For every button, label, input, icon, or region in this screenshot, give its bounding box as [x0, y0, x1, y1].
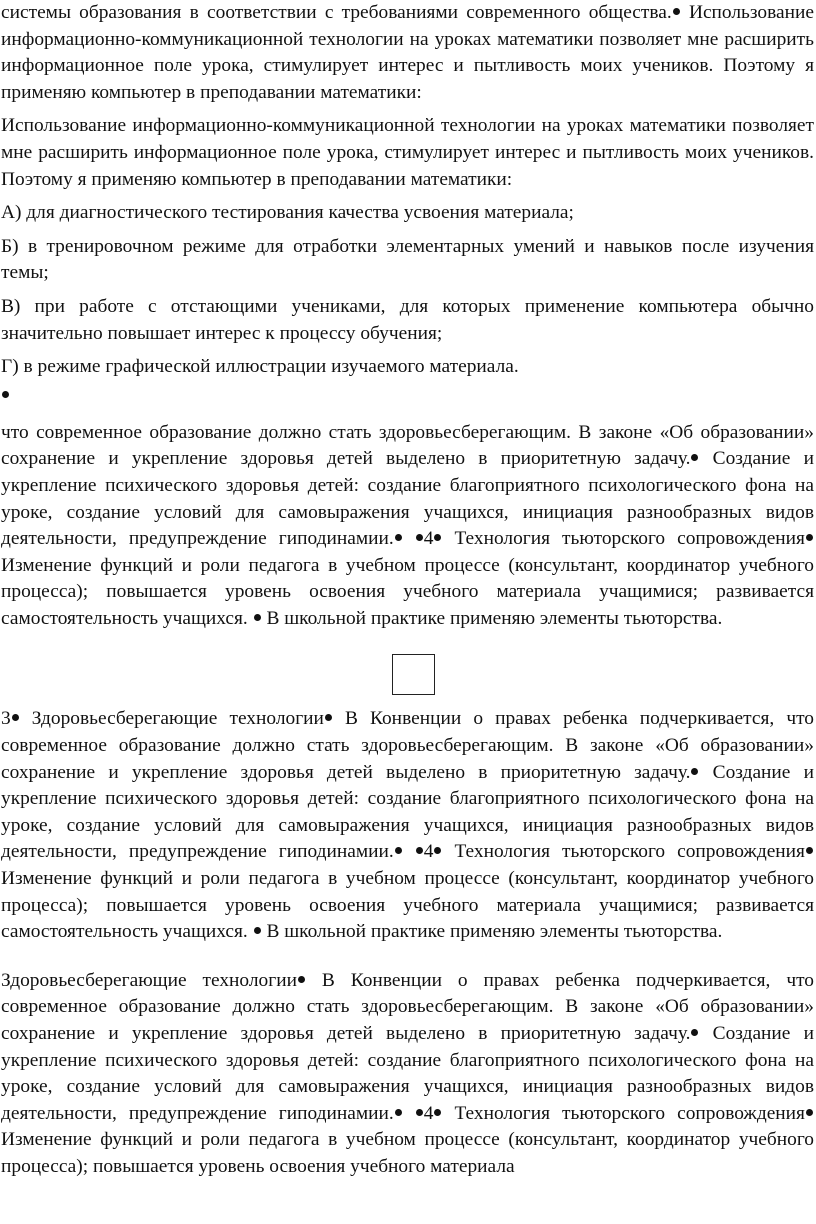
paragraph-5-part-a: Здоровьесберегающие технологии [1, 969, 297, 991]
paragraph-4-part-h: В школьной практике применяю элементы тьюторства. [261, 921, 723, 943]
empty-image-frame-row [0, 654, 816, 701]
paragraph-3-part-e: Изменение функций и роли педагога в учебном процессе (консультант, координатор учебного процесса); повышается уровень освоения учебного материала учащимися; развивается самостоятельность учащихся. [1, 554, 814, 629]
paragraph-1-part-b: Использование информационно-коммуникационной технологии на уроках математики позволяет мне расширить информационное поле урока, стимулирует интерес и пытливость моих учеников. Поэтому я применяю компьютер в преподавании математики: [1, 2, 814, 103]
paragraph-4-part-d: Создание и укрепление психического здоровья детей: создание благоприятного психологического фона на уроке, создание условий для самовыражения учащихся, инициация разнообразных видов деятельности, предупреждение гиподинамии. [1, 761, 814, 863]
list-item-c: В) при работе с отстающими учениками, для которых применение компьютера обычно значительно повышает интерес к процессу обучения; [1, 295, 814, 344]
bullet-dot-icon [325, 714, 332, 721]
bullet-dot-icon [12, 714, 19, 721]
paragraph-3-part-b: Создание и укрепление психического здоровья детей: создание благоприятного психологического фона на уроке, создание условий для самовыражения учащихся, инициация разнообразных видов деятельности, предупреждение гиподинамии. [1, 448, 814, 550]
paragraph-3-part-c: 4 [423, 528, 434, 550]
paragraph-5 [0, 968, 816, 1181]
bullet-dot-icon [416, 847, 423, 854]
paragraph-3-part-d: Технология тьюторского сопровождения [442, 528, 805, 550]
paragraph-2: Использование информационно-коммуникационной технологии на уроках математики позволяет мне расширить информационное поле урока, стимулирует интерес и пытливость моих учеников. Поэтому я применяю компьютер в преподавании математики: [1, 115, 814, 190]
bullet-dot-icon [434, 847, 441, 854]
bullet-dot-icon [298, 976, 305, 983]
bullet-dot-icon [691, 1029, 698, 1036]
bullet-dot-icon [806, 1109, 813, 1116]
empty-image-frame [392, 654, 435, 695]
bullet-dot-icon [416, 534, 423, 541]
paragraph-4-part-g: Изменение функций и роли педагога в учебном процессе (консультант, координатор учебного процесса); повышается уровень освоения учебного материала учащимися; развивается самостоятельность учащихся. [1, 868, 814, 943]
paragraph-3-part-a: что современное образование должно стать здоровьесберегающим. В законе «Об образовании» сохранение и укрепление здоровья детей выделено в приоритетную задачу. [1, 421, 814, 470]
paragraph-4-part-b: Здоровьесберегающие технологии [19, 708, 324, 730]
paragraph-3 [0, 420, 816, 633]
paragraph-4-part-a: 3 [1, 708, 11, 730]
bullet-dot-icon [691, 454, 698, 461]
paragraph-1 [0, 0, 816, 106]
bullet-dot-icon [254, 927, 261, 934]
paragraph-5-part-f: Изменение функций и роли педагога в учебном процессе (консультант, координатор учебного процесса); повышается уровень освоения учебного материала [1, 1129, 814, 1177]
list-item-a: А) для диагностического тестирования качества усвоения материала; [1, 202, 574, 224]
bullet-dot-icon [434, 534, 441, 541]
paragraph-4-part-f: Технология тьюторского сопровождения [442, 841, 805, 863]
bullet-dot-icon [416, 1109, 423, 1116]
paragraph-4 [0, 706, 816, 945]
bullet-dot-icon [395, 534, 402, 541]
paragraph-1-part-a: системы образования в соответствии с требованиями современного общества. [1, 2, 672, 23]
paragraph-4-part-e: 4 [423, 841, 434, 863]
list-item-d: Г) в режиме графической иллюстрации изучаемого материала. [1, 356, 519, 378]
bullet-dot-icon [673, 8, 680, 15]
bullet-dot-icon [434, 1109, 441, 1116]
bullet-dot-icon [2, 391, 9, 398]
standalone-bullet [0, 387, 816, 415]
bullet-dot-icon [691, 768, 698, 775]
paragraph-5-part-c: Создание и укрепление психического здоровья детей: создание благоприятного психологического фона на уроке, создание условий для самовыражения учащихся, инициация разнообразных видов деятельности, предупреждение гиподинамии. [1, 1023, 814, 1124]
bullet-dot-icon [395, 1109, 402, 1116]
bullet-dot-icon [806, 847, 813, 854]
list-item-b: Б) в тренировочном режиме для отработки элементарных умений и навыков после изучения темы; [1, 235, 814, 284]
bullet-dot-icon [395, 847, 402, 854]
paragraph-5-part-e: Технология тьюторского сопровождения [442, 1102, 805, 1124]
paragraph-4-part-c: В Конвенции о правах ребенка подчеркивается, что современное образование должно стать здоровьесберегающим. В законе «Об образовании» сохранение и укрепление здоровья детей выделено в приоритетную задачу. [1, 708, 814, 783]
paragraph-5-part-d: 4 [423, 1102, 434, 1124]
paragraph-5-part-b: В Конвенции о правах ребенка подчеркивается, что современное образование должно стать здоровьесберегающим. В законе «Об образовании» сохранение и укрепление здоровья детей выделено в приоритетную задачу. [1, 969, 814, 1044]
paragraph-3-part-f: В школьной практике применяю элементы тьюторства. [261, 607, 723, 629]
bullet-dot-icon [254, 614, 261, 621]
bullet-dot-icon [806, 534, 813, 541]
